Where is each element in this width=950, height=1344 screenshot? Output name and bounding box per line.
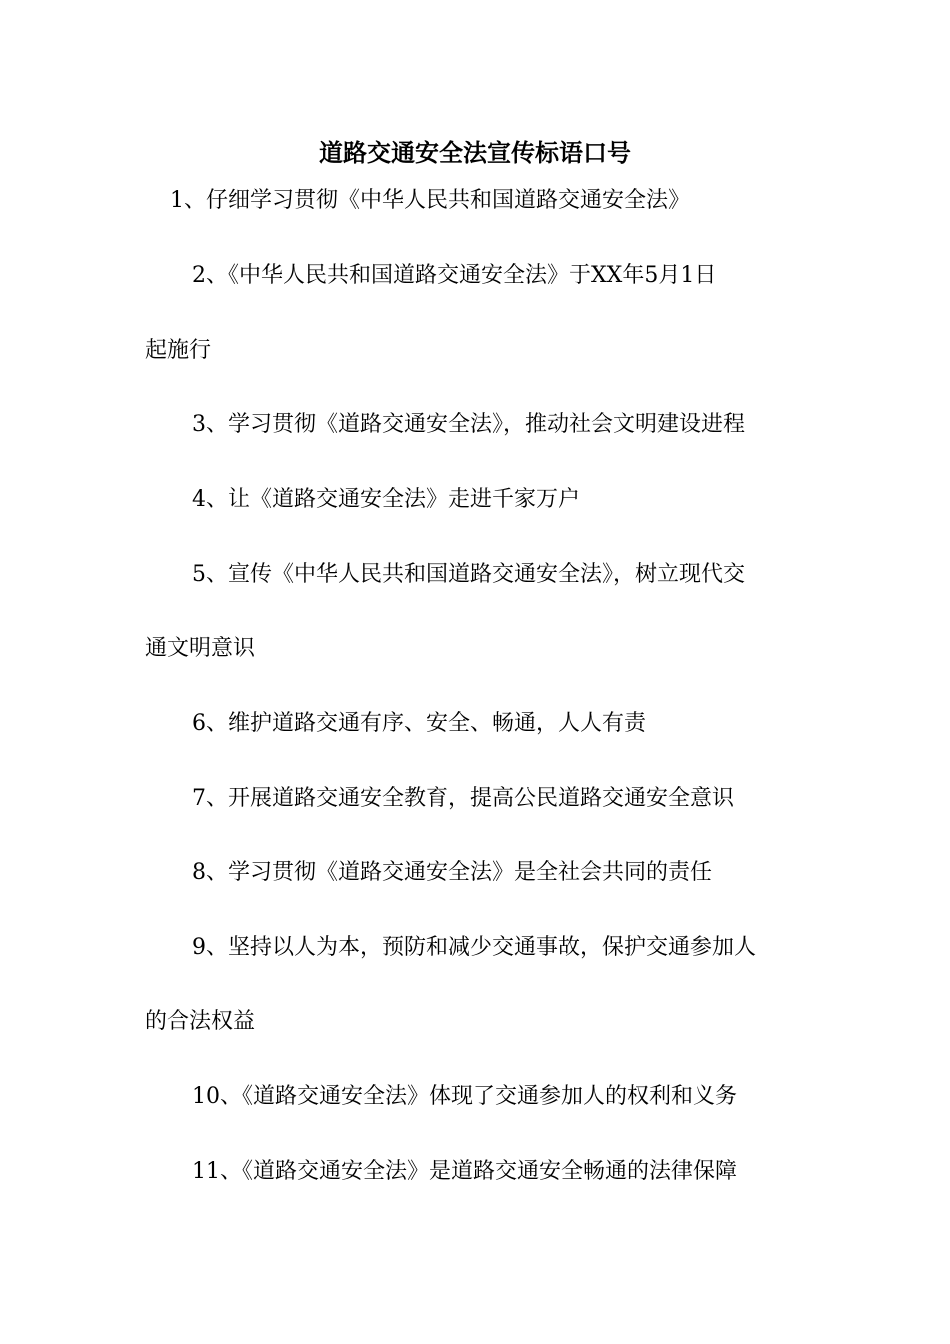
slogan-line-9-continued: 的合法权益 [145, 1009, 256, 1034]
slogan-line-11: 11、《道路交通安全法》是道路交通安全畅通的法律保障 [192, 1159, 737, 1184]
slogan-line-7: 7、开展道路交通安全教育，提高公民道路交通安全意识 [192, 786, 734, 811]
slogan-line-5: 5、宣传《中华人民共和国道路交通安全法》，树立现代交 [192, 562, 745, 587]
slogan-line-2: 2、《中华人民共和国道路交通安全法》于XX年5月1日 [192, 263, 717, 288]
slogan-line-2-continued: 起施行 [145, 338, 212, 363]
slogan-line-5-continued: 通文明意识 [145, 636, 256, 661]
slogan-line-8: 8、学习贯彻《道路交通安全法》是全社会共同的责任 [192, 860, 712, 885]
document-title: 道路交通安全法宣传标语口号 [319, 138, 631, 167]
slogan-line-4: 4、让《道路交通安全法》走进千家万户 [192, 487, 580, 512]
slogan-line-9: 9、坚持以人为本，预防和减少交通事故，保护交通参加人 [192, 935, 756, 960]
slogan-line-10: 10、《道路交通安全法》体现了交通参加人的权利和义务 [192, 1084, 737, 1109]
slogan-line-1: 1、仔细学习贯彻《中华人民共和国道路交通安全法》 [170, 188, 690, 213]
slogan-line-6: 6、维护道路交通有序、安全、畅通，人人有责 [192, 711, 646, 736]
slogan-line-3: 3、学习贯彻《道路交通安全法》，推动社会文明建设进程 [192, 412, 745, 437]
